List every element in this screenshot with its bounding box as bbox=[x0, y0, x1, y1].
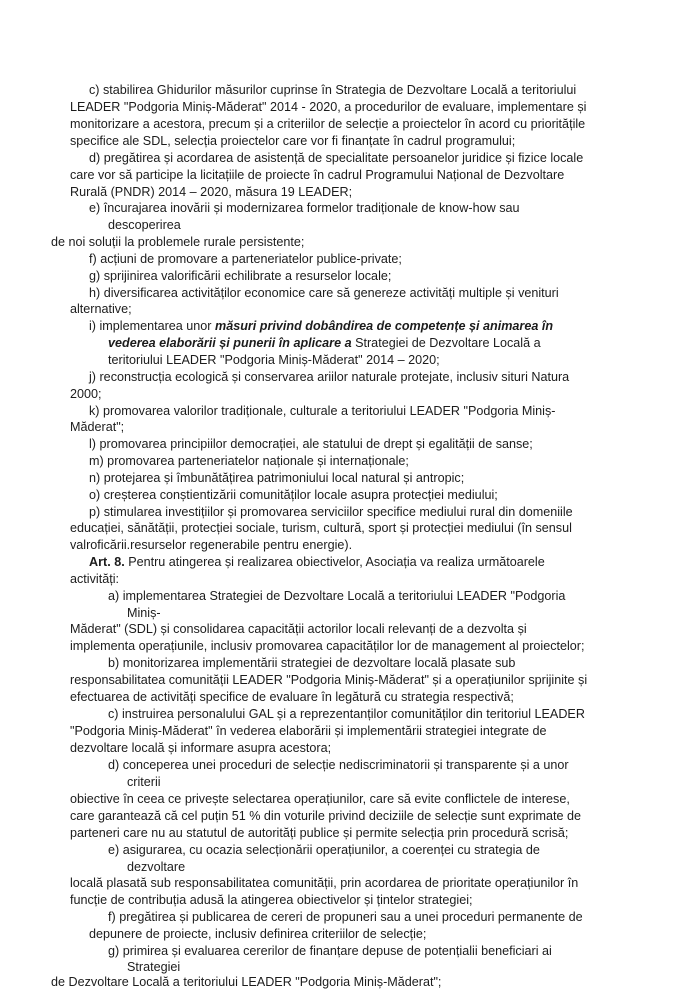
text-line: funcție de contribuția adusă la atingerea obiectivelor și țintelor strategiei; bbox=[70, 893, 473, 907]
text-line: l) promovarea principiilor democrației, ale statului de drept și egalității de sanse; bbox=[89, 437, 533, 451]
text-line bbox=[108, 336, 541, 351]
text-line: care vor să participe la licitațiile de proiecte în cadrul Programului Național de Dezvoltare bbox=[70, 168, 565, 182]
text-line: n) protejarea și îmbunătățirea patrimoniului local natural și antropic; bbox=[89, 471, 465, 485]
text-run: Pentru atingerea și realizarea obiectivelor, Asociația va realiza următoarele bbox=[128, 555, 545, 569]
text-line: o) creșterea conștientizării comunităților locale asupra protecției mediului; bbox=[89, 488, 498, 502]
text-run: Strategiei de Dezvoltare Locală a bbox=[355, 336, 541, 350]
text-line: dezvoltare bbox=[127, 860, 186, 874]
text-line: criterii bbox=[127, 775, 161, 789]
text-line: de Dezvoltare Locală a teritoriului LEADER "Podgoria Miniș-Măderat"; bbox=[51, 975, 442, 989]
article-heading: Art. 8. bbox=[89, 555, 125, 569]
text-line: c) stabilirea Ghidurilor măsurilor cuprinse în Strategia de Dezvoltare Locală a teritoriului bbox=[89, 83, 577, 97]
text-line: k) promovarea valorilor tradiționale, culturale a teritoriului LEADER "Podgoria Miniș- bbox=[89, 404, 556, 418]
text-line: implementa operațiunile, inclusiv promovarea capacităților lor de management al proiectelor; bbox=[70, 639, 585, 653]
text-line: de noi soluții la problemele rurale persistente; bbox=[51, 235, 305, 249]
text-line: Miniș- bbox=[127, 606, 161, 620]
text-line: Rurală (PNDR) 2014 – 2020, măsura 19 LEADER; bbox=[70, 185, 353, 199]
text-line: f) pregătirea și publicarea de cereri de propuneri sau a unei proceduri permanente de bbox=[108, 910, 583, 924]
text-run: i) implementarea unor bbox=[89, 319, 212, 333]
text-line: c) instruirea personalului GAL și a reprezentanților comunităților din teritoriul LEADER bbox=[108, 707, 585, 721]
text-line: 2000; bbox=[70, 387, 102, 401]
text-line: care garantează că cel puțin 51 % din voturile privind deciziile de selecție sunt exprimate de bbox=[70, 809, 582, 823]
text-line: alternative; bbox=[70, 302, 132, 316]
text-line: valroficării.resurselor regenerabile pentru energie). bbox=[70, 538, 353, 552]
text-line: descoperirea bbox=[108, 218, 181, 232]
text-line: activități: bbox=[70, 572, 119, 586]
text-line: d) conceperea unei proceduri de selecție nediscriminatorii și transparente și a unor bbox=[108, 758, 569, 772]
text-line: specifice ale SDL, selecția proiectelor care vor fi finanțate în cadrul programului; bbox=[70, 134, 516, 148]
text-line: educației, sănătății, protecției sociale, turism, cultură, sport și protecției mediului (în sensul bbox=[70, 521, 572, 535]
emphasis-text: vederea elaborării și punerii în aplicare a bbox=[108, 336, 352, 350]
text-line: b) monitorizarea implementării strategiei de dezvoltare locală plasate sub bbox=[108, 656, 516, 670]
text-line: h) diversificarea activităților economice care să genereze activități multiple și venituri bbox=[89, 286, 559, 300]
text-line bbox=[89, 555, 545, 570]
text-line: efectuarea de activități specifice de evaluare în legătură cu strategia respectivă; bbox=[70, 690, 514, 704]
text-line: obiective în ceea ce privește selectarea operațiunilor, care să evite conflictele de interese, bbox=[70, 792, 570, 806]
text-line: m) promovarea parteneriatelor naționale și internaționale; bbox=[89, 454, 409, 468]
text-line: locală plasată sub responsabilitatea comunității, prin acordarea de prioritate operațiunilor în bbox=[70, 876, 579, 890]
text-line: g) primirea și evaluarea cererilor de finanțare depuse de potențialii beneficiari ai bbox=[108, 944, 552, 958]
text-line: monitorizare a acestora, precum și a criteriilor de selecție a proiectelor în acord cu prioritățile bbox=[70, 117, 586, 131]
text-line: e) asigurarea, cu ocazia selecționării operațiunilor, a coerenței cu strategia de bbox=[108, 843, 540, 857]
text-line: Măderat"; bbox=[70, 420, 125, 434]
text-line: depunere de proiecte, inclusiv definirea criteriilor de selecție; bbox=[89, 927, 427, 941]
emphasis-text: măsuri privind dobândirea de competențe și animarea în bbox=[215, 319, 554, 333]
text-line: f) acțiuni de promovare a parteneriatelor publice-private; bbox=[89, 252, 402, 266]
text-line: p) stimularea investițiilor și promovarea serviciilor specifice mediului rural din domeniile bbox=[89, 505, 573, 519]
text-line: g) sprijinirea valorificării echilibrate a resurselor locale; bbox=[89, 269, 392, 283]
text-line: teritoriului LEADER "Podgoria Miniș-Măderat" 2014 – 2020; bbox=[108, 353, 440, 367]
text-line: j) reconstrucția ecologică și conservarea ariilor naturale protejate, inclusiv situri Natura bbox=[89, 370, 570, 384]
text-line: a) implementarea Strategiei de Dezvoltare Locală a teritoriului LEADER "Podgoria bbox=[108, 589, 566, 603]
text-line: "Podgoria Miniș-Măderat" în vederea elaborării și implementării strategiei integrate de bbox=[70, 724, 547, 738]
text-line bbox=[89, 319, 553, 334]
text-line: dezvoltare locală și informare asupra acestora; bbox=[70, 741, 332, 755]
text-line: LEADER "Podgoria Miniș-Măderat" 2014 - 2020, a procedurilor de evaluare, implementare și bbox=[70, 100, 587, 114]
text-line: e) încurajarea inovării și modernizarea formelor tradiționale de know-how sau bbox=[89, 201, 520, 215]
text-line: d) pregătirea și acordarea de asistență de specialitate persoanelor juridice și fizice locale bbox=[89, 151, 584, 165]
text-line: Strategiei bbox=[127, 960, 181, 974]
text-line: responsabilitatea comunității LEADER "Podgoria Miniș-Măderat" și a operațiunilor sprijinite și bbox=[70, 673, 588, 687]
text-line: Măderat" (SDL) și consolidarea capacității actorilor locali relevanți de a dezvolta și bbox=[70, 622, 527, 636]
text-line: parteneri care nu au statutul de autorități publice și permite selecția prin procedură scrisă; bbox=[70, 826, 569, 840]
